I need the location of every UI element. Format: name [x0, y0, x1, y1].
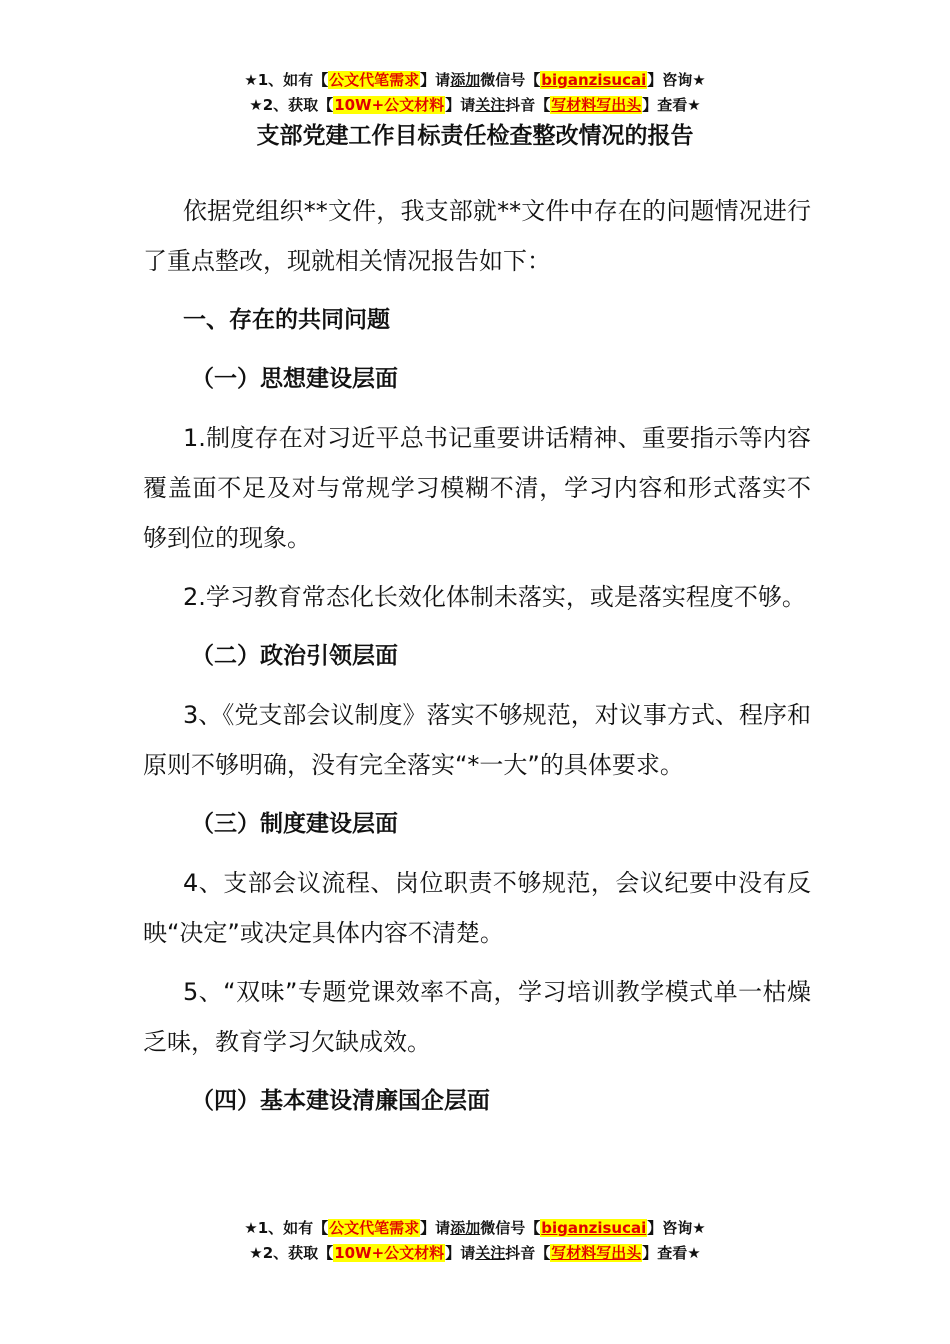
underlined-text: 添加 — [450, 71, 481, 89]
banner-text: 】咨询★ — [647, 1219, 706, 1237]
section-heading: 一、存在的共同问题 — [183, 307, 390, 333]
intro-paragraph: 依据党组织**文件，我支部就**文件中存在的问题情况进行了重点整改，现就相关情况报告如下： — [143, 197, 811, 275]
subsection-heading: （一）思想建设层面 — [191, 366, 398, 392]
banner-text: ★2、获取【 — [249, 1244, 334, 1262]
banner-text: 】请 — [420, 1219, 451, 1237]
document-body — [143, 186, 811, 1135]
subsection-heading: （四）基本建设清廉国企层面 — [191, 1088, 490, 1114]
list-item: 4、支部会议流程、岗位职责不够规范，会议纪要中没有反映“决定”或决定具体内容不清楚。 — [143, 869, 811, 947]
list-item: 2.学习教育常态化长效化体制未落实，或是落实程度不够。 — [183, 583, 806, 611]
list-item: 5、“双味”专题党课效率不高，学习培训教学模式单一枯燥乏味，教育学习欠缺成效。 — [143, 978, 811, 1056]
douyin-id-highlight: 写材料写出头 — [551, 96, 642, 114]
footer-banner — [0, 1216, 950, 1266]
banner-text: 】查看★ — [642, 1244, 701, 1262]
subsection-heading: （二）政治引领层面 — [191, 643, 398, 669]
banner-text: 】请 — [445, 1244, 476, 1262]
banner-text: ★1、如有【 — [244, 71, 329, 89]
highlight-text: 10W+公文材料 — [334, 96, 445, 114]
highlight-text: 公文代笔需求 — [329, 1219, 420, 1237]
highlight-text: 10W+公文材料 — [334, 1244, 445, 1262]
douyin-id-highlight: 写材料写出头 — [551, 1244, 642, 1262]
underlined-text: 关注 — [475, 96, 506, 114]
banner-text: 】请 — [420, 71, 451, 89]
banner-line-1 — [0, 1216, 950, 1241]
banner-line-1 — [0, 68, 950, 93]
subsection-heading: （三）制度建设层面 — [191, 811, 398, 837]
banner-text: 微信号【 — [480, 1219, 541, 1237]
banner-text: 】咨询★ — [647, 71, 706, 89]
banner-text: 抖音【 — [505, 96, 551, 114]
document-title: 支部党建工作目标责任检查整改情况的报告 — [256, 123, 694, 149]
banner-text: 】查看★ — [642, 96, 701, 114]
banner-text: 微信号【 — [480, 71, 541, 89]
wechat-id-highlight: biganzisucai — [541, 1219, 647, 1237]
underlined-text: 关注 — [475, 1244, 506, 1262]
banner-text: 抖音【 — [505, 1244, 551, 1262]
banner-line-2 — [0, 1241, 950, 1266]
header-banner — [0, 68, 950, 118]
highlight-text: 公文代笔需求 — [329, 71, 420, 89]
list-item: 3、《党支部会议制度》落实不够规范，对议事方式、程序和原则不够明确，没有完全落实“*一大”的具体要求。 — [143, 701, 811, 779]
wechat-id-highlight: biganzisucai — [541, 71, 647, 89]
list-item: 1.制度存在对习近平总书记重要讲话精神、重要指示等内容覆盖面不足及对与常规学习模糊不清，学习内容和形式落实不够到位的现象。 — [143, 424, 811, 552]
banner-text: 】请 — [445, 96, 476, 114]
banner-line-2 — [0, 93, 950, 118]
underlined-text: 添加 — [450, 1219, 481, 1237]
banner-text: ★2、获取【 — [249, 96, 334, 114]
banner-text: ★1、如有【 — [244, 1219, 329, 1237]
